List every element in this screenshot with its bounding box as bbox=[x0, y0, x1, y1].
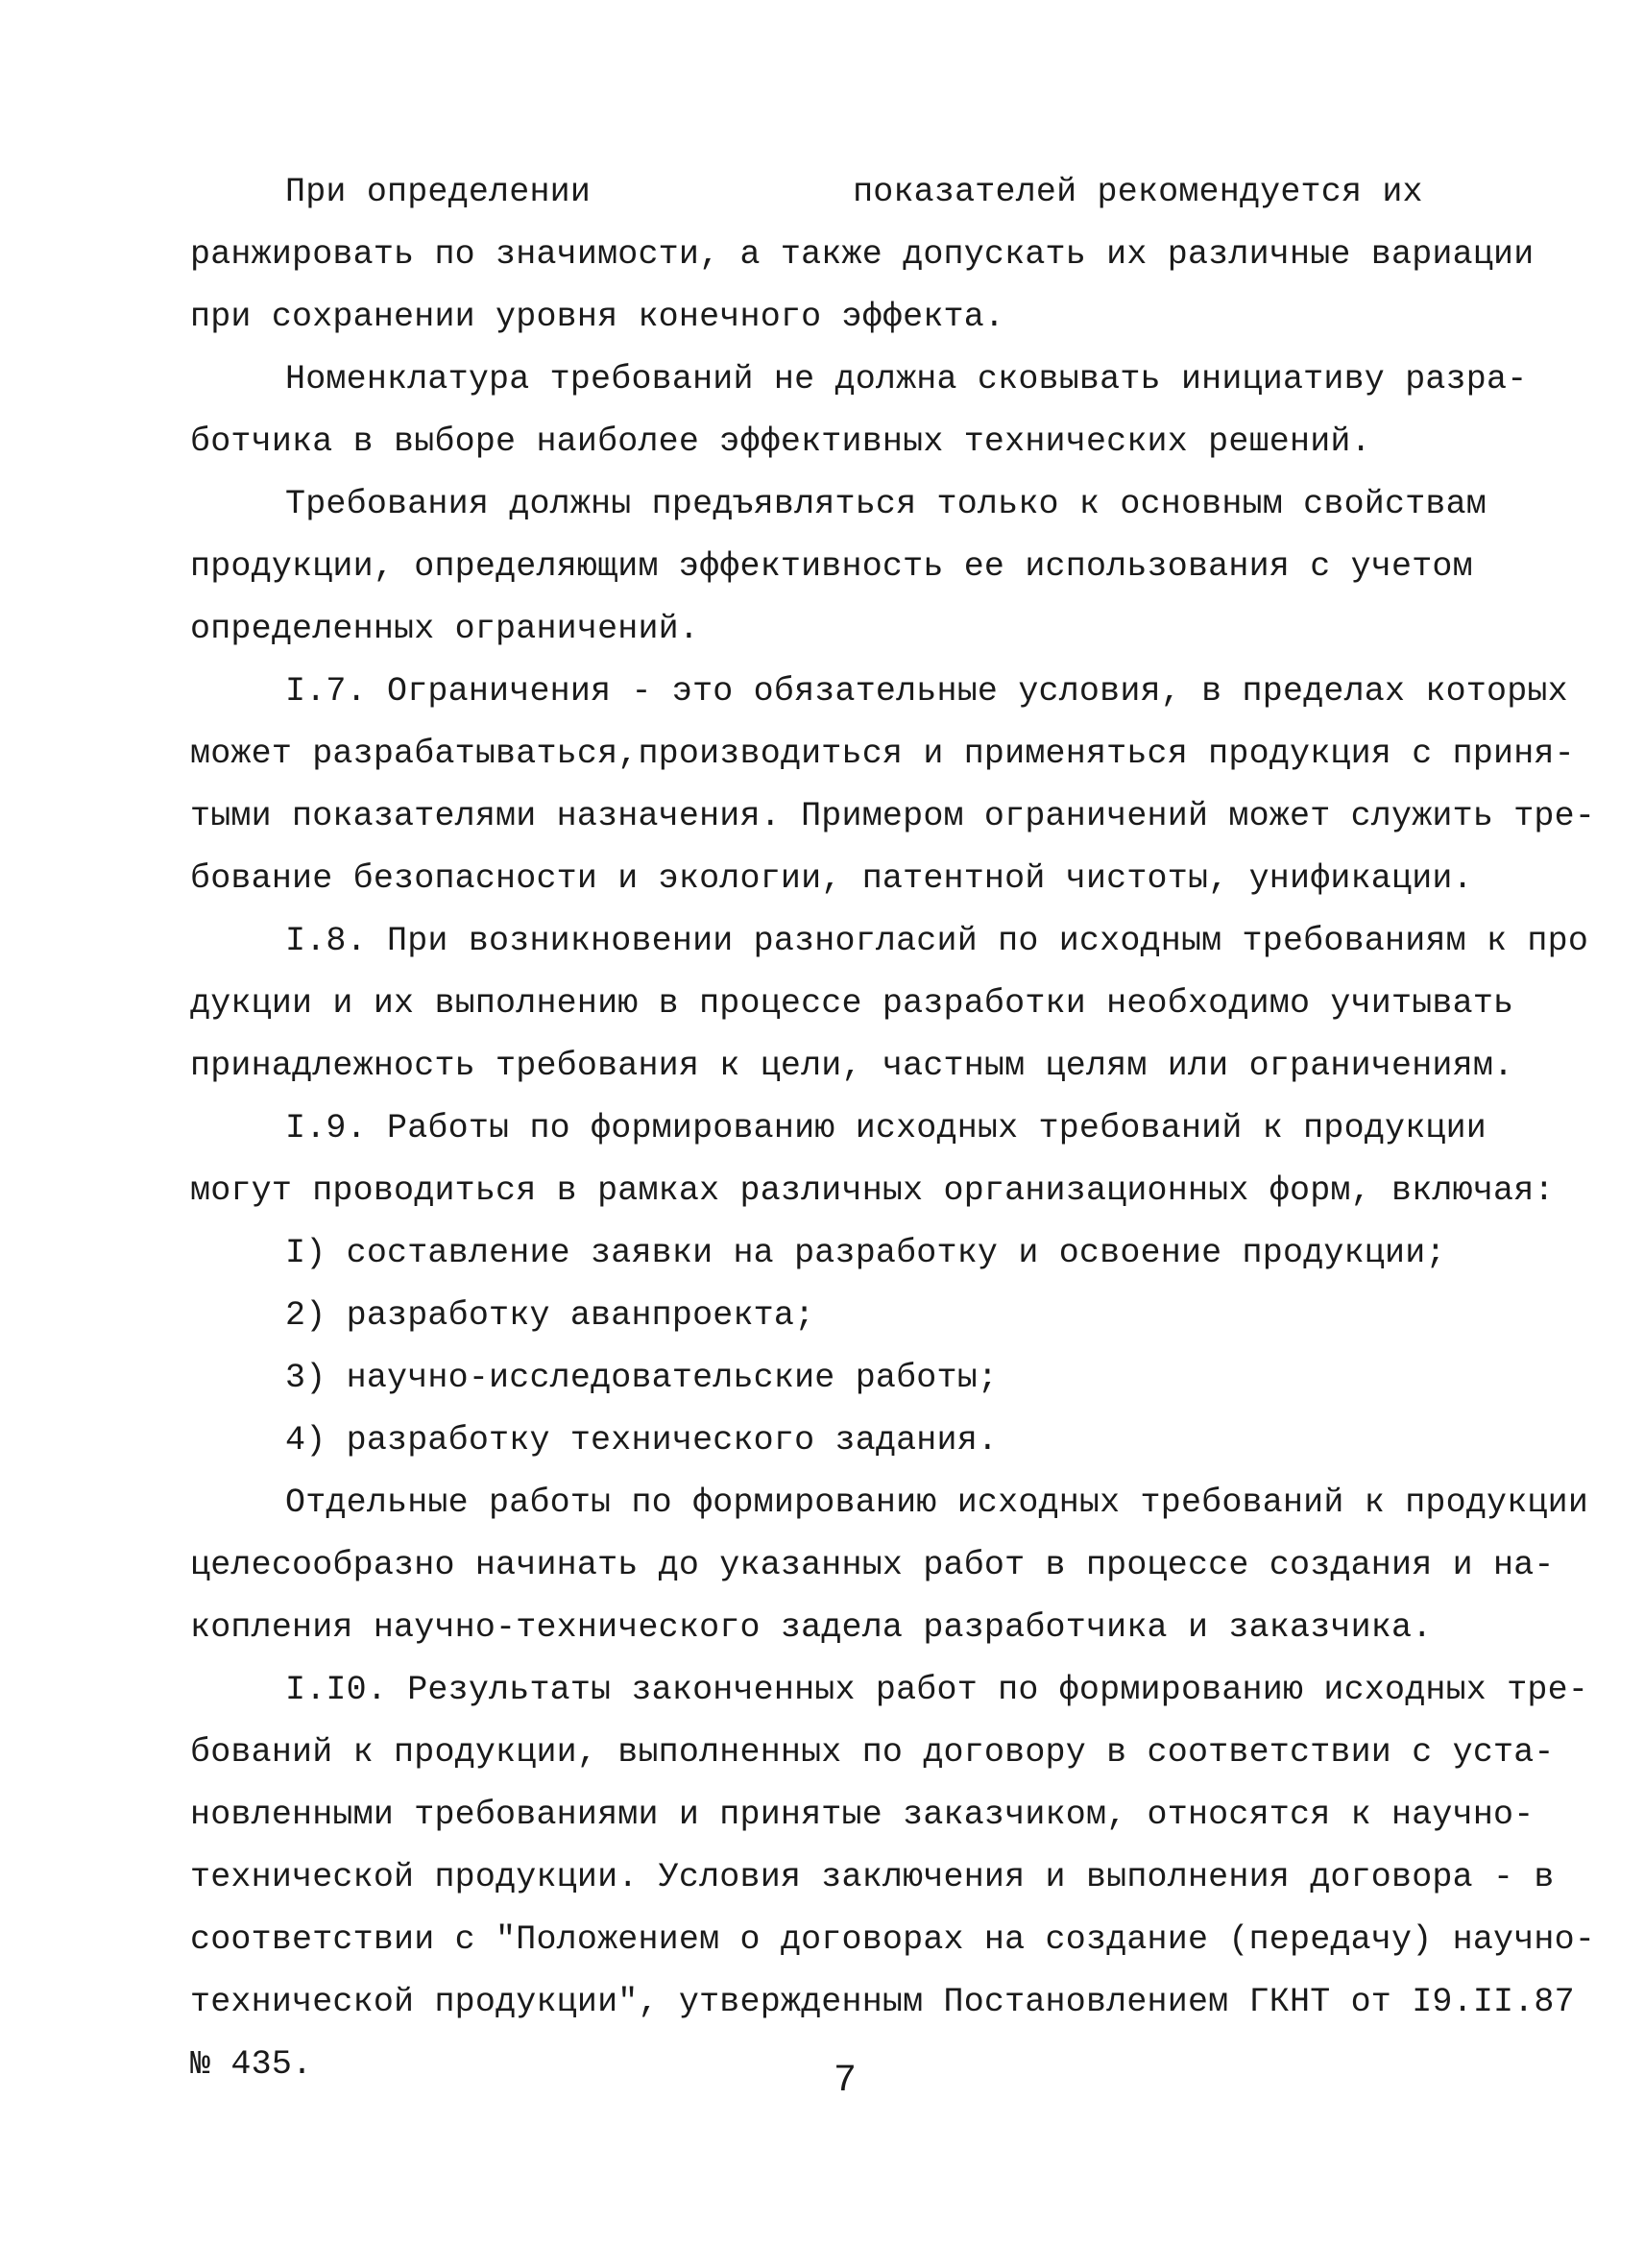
text-line: тыми показателями назначения. Примером ограничений может служить тре- bbox=[190, 797, 1596, 835]
text-line: бование безопасности и экологии, патентной чистоты, унификации. bbox=[190, 859, 1473, 898]
text-line: Требования должны предъявляться только к основным свойствам bbox=[285, 485, 1487, 523]
page-number: 7 bbox=[834, 2060, 858, 2103]
list-item: 3) научно-исследовательские работы; bbox=[285, 1359, 999, 1397]
work-forms-list bbox=[190, 1222, 1515, 1472]
paragraph-1-8 bbox=[190, 910, 1589, 1098]
paragraph-1-7 bbox=[190, 661, 1596, 910]
text-line: ботчика в выборе наиболее эффективных технических решений. bbox=[190, 422, 1371, 461]
text-line: I.8. При возникновении разногласий по исходным требованиям к про bbox=[285, 922, 1589, 960]
text-line: соответствии с "Положением о договорах на создание (передачу) научно- bbox=[190, 1920, 1596, 1959]
text-fragment: При определении bbox=[285, 173, 592, 211]
text-line: I.9. Работы по формированию исходных требований к продукции bbox=[285, 1109, 1487, 1147]
paragraph-separate-works bbox=[190, 1472, 1589, 1659]
text-line: I.7. Ограничения - это обязательные условия, в пределах которых bbox=[285, 672, 1568, 711]
text-line: определенных ограничений. bbox=[190, 610, 700, 648]
text-line: № 435. bbox=[190, 2045, 313, 2084]
paragraph-ranking bbox=[190, 161, 1535, 349]
text-line bbox=[190, 161, 1515, 224]
text-line: новленными требованиями и принятые заказчиком, относятся к научно- bbox=[190, 1796, 1535, 1834]
paragraph-1-9 bbox=[190, 1098, 1555, 1222]
paragraph-requirements bbox=[190, 473, 1515, 661]
text-line: копления научно-технического задела разработчика и заказчика. bbox=[190, 1608, 1433, 1647]
text-line: может разрабатываться,производиться и применяться продукция с приня- bbox=[190, 735, 1575, 773]
list-item: 2) разработку аванпроекта; bbox=[285, 1296, 815, 1335]
paragraph-1-10 bbox=[190, 1659, 1596, 2096]
text-line: Отдельные работы по формированию исходных требований к продукции bbox=[285, 1484, 1589, 1522]
text-line: продукции, определяющим эффективность ее использования с учетом bbox=[190, 547, 1473, 586]
text-line: технической продукции. Условия заключения и выполнения договора - в bbox=[190, 1858, 1555, 1896]
list-item: 4) разработку технического задания. bbox=[285, 1421, 999, 1460]
text-line: технической продукции", утвержденным Постановлением ГКНТ от I9.II.87 bbox=[190, 1983, 1575, 2021]
text-line: I.I0. Результаты законченных работ по формированию исходных тре- bbox=[285, 1671, 1589, 1709]
document-text bbox=[190, 161, 1596, 2096]
text-line: Номенклатура требований не должна сковывать инициативу разра- bbox=[285, 360, 1528, 398]
text-line: ранжировать по значимости, а также допускать их различные вариации bbox=[190, 235, 1535, 274]
text-line: могут проводиться в рамках различных организационных форм, включая: bbox=[190, 1171, 1555, 1210]
text-line: принадлежность требования к цели, частным целям или ограничениям. bbox=[190, 1047, 1514, 1085]
text-line: бований к продукции, выполненных по договору в соответствии с уста- bbox=[190, 1733, 1555, 1772]
text-line: при сохранении уровня конечного эффекта. bbox=[190, 298, 1005, 336]
text-line: целесообразно начинать до указанных работ в процессе создания и на- bbox=[190, 1546, 1555, 1584]
paragraph-nomenclature bbox=[190, 349, 1528, 473]
list-item: I) составление заявки на разработку и освоение продукции; bbox=[285, 1234, 1446, 1272]
text-fragment: показателей рекомендуется их bbox=[853, 173, 1423, 211]
text-line: дукции и их выполнению в процессе разработки необходимо учитывать bbox=[190, 984, 1514, 1023]
